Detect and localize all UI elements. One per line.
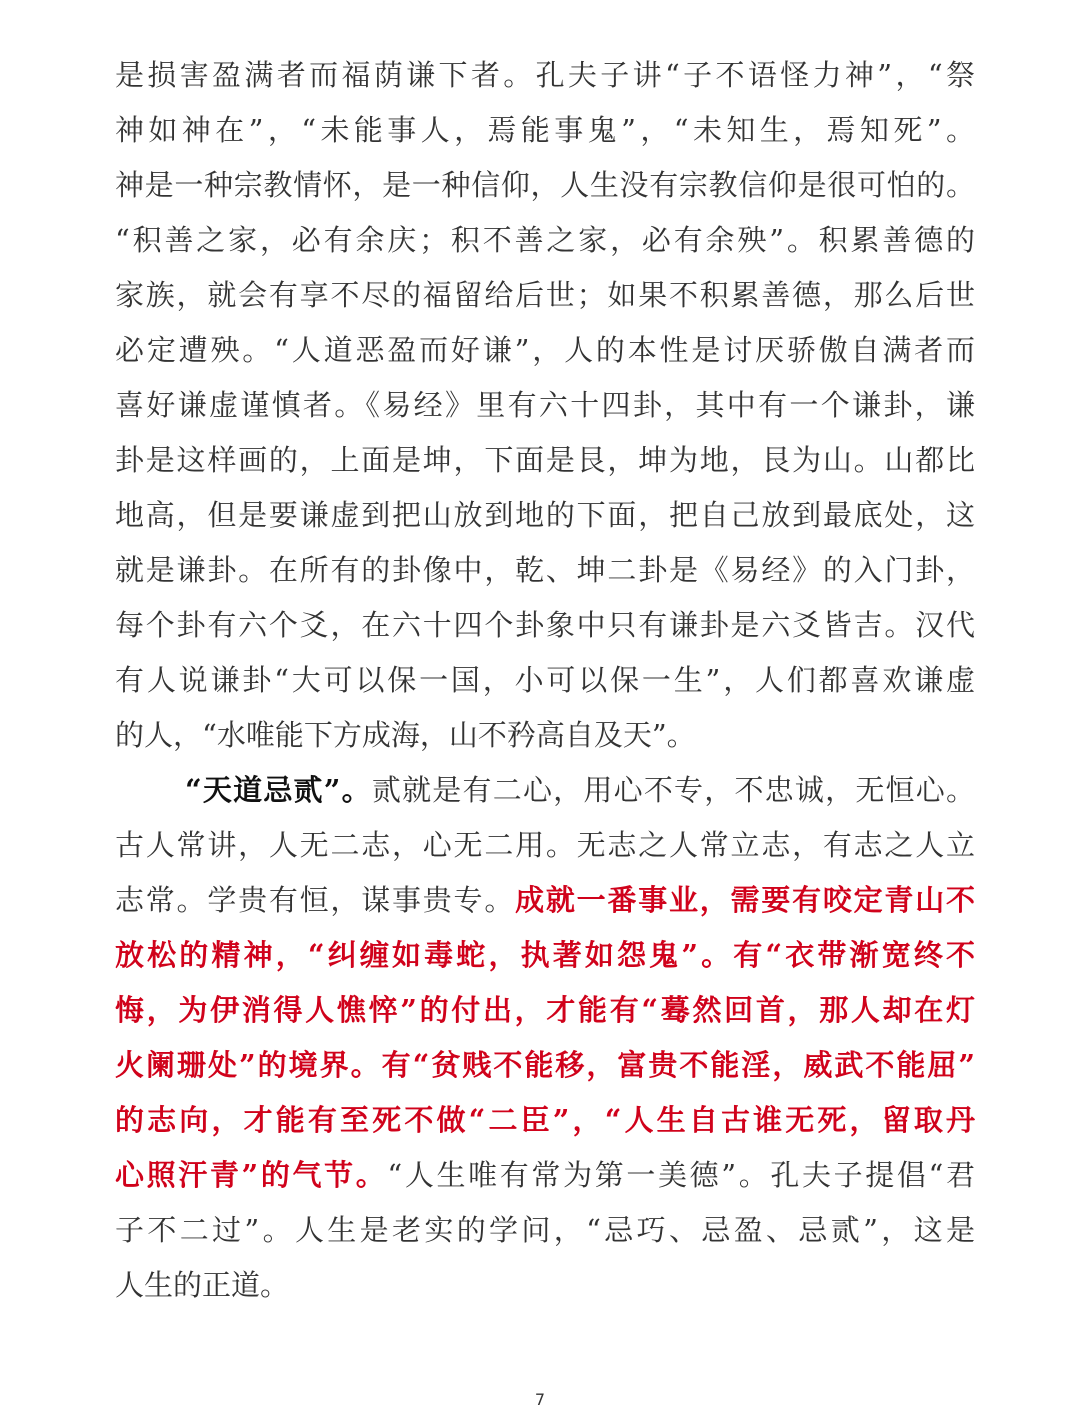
highlighted-text-line: 悔，为伊消得人憔悴”的付出，才能有“蓦然回首，那人却在灯 bbox=[115, 993, 975, 1027]
section-heading: “天道忌贰”。 bbox=[185, 773, 372, 807]
text-line: 人生的正道。 bbox=[115, 1268, 290, 1302]
highlighted-text-line: 的志向，才能有至死不做“二臣”，“人生自古谁无死，留取丹 bbox=[115, 1103, 975, 1137]
text-line: 每个卦有六个爻，在六十四个卦象中只有谦卦是六爻皆吉。汉代 bbox=[115, 608, 975, 642]
text-line: 必定遭殃。“人道恶盈而好谦”，人的本性是讨厌骄傲自满者而 bbox=[115, 333, 975, 367]
text-line bbox=[115, 763, 975, 818]
text-line bbox=[115, 873, 975, 928]
text-line: 有人说谦卦“大可以保一国，小可以保一生”，人们都喜欢谦虚 bbox=[115, 663, 975, 697]
text-line: 地高，但是要谦虚到把山放到地的下面，把自己放到最底处，这 bbox=[115, 498, 975, 532]
text-segment: 志常。学贵有恒，谋事贵专。 bbox=[115, 883, 516, 917]
text-segment: 贰就是有二心，用心不专，不忠诚，无恒心。 bbox=[371, 773, 975, 807]
text-line bbox=[115, 1148, 975, 1203]
highlighted-text: 成就一番事业，需要有咬定青山不 bbox=[515, 883, 975, 917]
text-line: 卦是这样画的，上面是坤，下面是艮，坤为地，艮为山。山都比 bbox=[115, 443, 975, 477]
text-line: 就是谦卦。在所有的卦像中，乾、坤二卦是《易经》的入门卦， bbox=[115, 553, 975, 587]
text-line: 是损害盈满者而福荫谦下者。孔夫子讲“子不语怪力神”，“祭 bbox=[115, 58, 975, 92]
text-segment: “人生唯有常为第一美德”。孔夫子提倡“君 bbox=[387, 1158, 975, 1192]
body-text bbox=[115, 48, 975, 1313]
text-line: 喜好谦虚谨慎者。《易经》里有六十四卦，其中有一个谦卦，谦 bbox=[115, 388, 975, 422]
text-line: 古人常讲，人无二志，心无二用。无志之人常立志，有志之人立 bbox=[115, 828, 975, 862]
page-number: 7 bbox=[534, 1390, 546, 1409]
text-line: 神是一种宗教情怀，是一种信仰，人生没有宗教信仰是很可怕的。 bbox=[115, 168, 975, 202]
text-line: 神如神在”，“未能事人，焉能事鬼”，“未知生，焉知死”。 bbox=[115, 113, 975, 147]
highlighted-text-line: 火阑珊处”的境界。有“贫贱不能移，富贵不能淫，威武不能屈” bbox=[115, 1048, 975, 1082]
text-line: “积善之家，必有余庆；积不善之家，必有余殃”。积累善德的 bbox=[115, 223, 975, 257]
text-line: 的人，“水唯能下方成海，山不矜高自及天”。 bbox=[115, 718, 696, 752]
text-line: 子不二过”。人生是老实的学问，“忌巧、忌盈、忌贰”，这是 bbox=[115, 1213, 975, 1247]
highlighted-text: 心照汗青”的气节。 bbox=[115, 1158, 388, 1192]
text-line: 家族，就会有享不尽的福留给后世；如果不积累善德，那么后世 bbox=[115, 278, 975, 312]
highlighted-text-line: 放松的精神，“纠缠如毒蛇，执著如怨鬼”。有“衣带渐宽终不 bbox=[115, 938, 975, 972]
